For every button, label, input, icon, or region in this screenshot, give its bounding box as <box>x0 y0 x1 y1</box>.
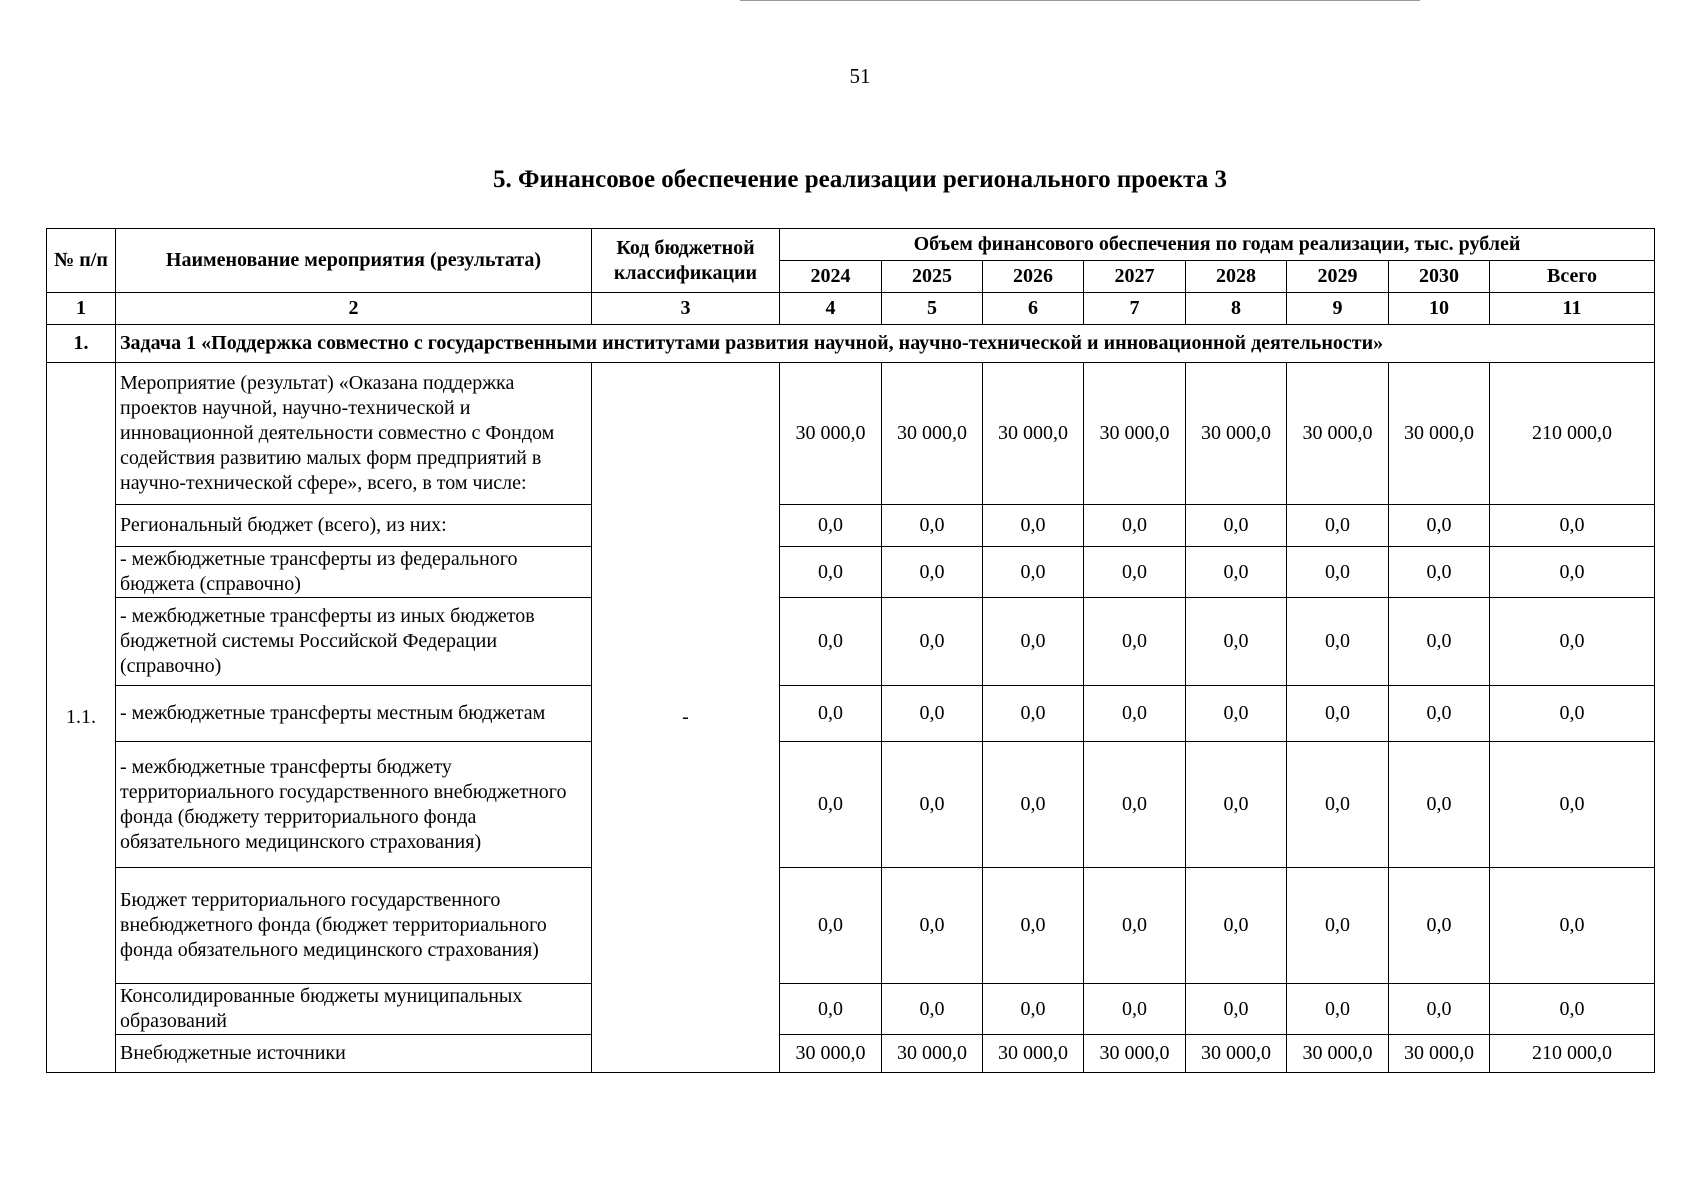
year-value: 0,0 <box>983 984 1084 1035</box>
total-value: 0,0 <box>1490 868 1655 984</box>
year-value: 0,0 <box>1186 984 1287 1035</box>
document-title: 5. Финансовое обеспечение реализации регионального проекта 3 <box>492 166 1228 193</box>
table-row <box>47 547 1655 598</box>
year-value: 0,0 <box>780 686 882 742</box>
year-value: 0,0 <box>1084 868 1186 984</box>
total-value: 0,0 <box>1490 598 1655 686</box>
year-value: 0,0 <box>882 547 983 598</box>
year-value: 0,0 <box>1389 984 1490 1035</box>
row-name: Бюджет территориального государственного внебюджетного фонда (бюджет территориального фонда обязательного медицинского страхования) <box>116 868 592 984</box>
year-value: 0,0 <box>983 686 1084 742</box>
total-value: 210 000,0 <box>1490 1035 1655 1073</box>
total-value: 0,0 <box>1490 547 1655 598</box>
column-index: 1 <box>47 293 116 325</box>
year-value: 0,0 <box>983 547 1084 598</box>
column-index: 4 <box>780 293 882 325</box>
year-value: 30 000,0 <box>1389 363 1490 505</box>
header-year: 2025 <box>882 261 983 293</box>
year-value: 0,0 <box>882 598 983 686</box>
header-no: № п/п <box>47 229 116 293</box>
table-row <box>47 742 1655 868</box>
table-row <box>47 1035 1655 1073</box>
total-value: 0,0 <box>1490 984 1655 1035</box>
header-year: 2027 <box>1084 261 1186 293</box>
column-index: 10 <box>1389 293 1490 325</box>
year-value: 0,0 <box>1389 547 1490 598</box>
row-name: Консолидированные бюджеты муниципальных образований <box>116 984 592 1035</box>
row-name: Региональный бюджет (всего), из них: <box>116 505 592 547</box>
column-index: 6 <box>983 293 1084 325</box>
table-row <box>47 598 1655 686</box>
table-row <box>47 363 1655 505</box>
budget-code: - <box>592 363 780 1073</box>
column-index: 7 <box>1084 293 1186 325</box>
year-value: 0,0 <box>1186 547 1287 598</box>
header-year: 2028 <box>1186 261 1287 293</box>
header-year: 2026 <box>983 261 1084 293</box>
task-number: 1. <box>47 325 116 363</box>
column-index: 2 <box>116 293 592 325</box>
table-row <box>47 868 1655 984</box>
year-value: 30 000,0 <box>882 363 983 505</box>
financing-table <box>46 228 1655 1073</box>
year-value: 0,0 <box>1389 598 1490 686</box>
year-value: 0,0 <box>1084 505 1186 547</box>
year-value: 0,0 <box>1389 868 1490 984</box>
year-value: 30 000,0 <box>780 363 882 505</box>
year-value: 0,0 <box>780 598 882 686</box>
year-value: 0,0 <box>1084 598 1186 686</box>
year-value: 30 000,0 <box>983 1035 1084 1073</box>
year-value: 30 000,0 <box>1186 363 1287 505</box>
year-value: 30 000,0 <box>1287 1035 1389 1073</box>
year-value: 30 000,0 <box>983 363 1084 505</box>
year-value: 0,0 <box>1287 742 1389 868</box>
column-index: 9 <box>1287 293 1389 325</box>
header-year: Всего <box>1490 261 1655 293</box>
column-index: 11 <box>1490 293 1655 325</box>
year-value: 0,0 <box>1389 742 1490 868</box>
table-row <box>47 505 1655 547</box>
year-value: 0,0 <box>1186 742 1287 868</box>
scan-edge-line <box>740 0 1420 1</box>
year-value: 0,0 <box>1287 868 1389 984</box>
header-year: 2029 <box>1287 261 1389 293</box>
year-value: 0,0 <box>1287 505 1389 547</box>
year-value: 0,0 <box>1287 598 1389 686</box>
activity-number: 1.1. <box>47 363 116 1073</box>
year-value: 0,0 <box>1186 505 1287 547</box>
total-value: 0,0 <box>1490 686 1655 742</box>
year-value: 0,0 <box>1186 868 1287 984</box>
header-year: 2030 <box>1389 261 1490 293</box>
header-kbk: Код бюджетной классификации <box>592 229 780 293</box>
year-value: 0,0 <box>1287 686 1389 742</box>
year-value: 0,0 <box>780 984 882 1035</box>
header-volume: Объем финансового обеспечения по годам реализации, тыс. рублей <box>780 229 1655 261</box>
year-value: 0,0 <box>1084 686 1186 742</box>
year-value: 0,0 <box>780 868 882 984</box>
year-value: 0,0 <box>983 742 1084 868</box>
table-row <box>47 686 1655 742</box>
row-name: - межбюджетные трансферты бюджету территориального государственного внебюджетного фонда (бюджету территориального фонда обязательного медицинского страхования) <box>116 742 592 868</box>
year-value: 30 000,0 <box>1186 1035 1287 1073</box>
year-value: 30 000,0 <box>1287 363 1389 505</box>
row-name: - межбюджетные трансферты местным бюджетам <box>116 686 592 742</box>
year-value: 0,0 <box>1287 547 1389 598</box>
column-index: 3 <box>592 293 780 325</box>
year-value: 30 000,0 <box>1084 363 1186 505</box>
year-value: 0,0 <box>882 686 983 742</box>
total-value: 210 000,0 <box>1490 363 1655 505</box>
year-value: 0,0 <box>983 505 1084 547</box>
year-value: 0,0 <box>1186 598 1287 686</box>
year-value: 0,0 <box>1084 547 1186 598</box>
row-name: - межбюджетные трансферты из федерального бюджета (справочно) <box>116 547 592 598</box>
row-name: Мероприятие (результат) «Оказана поддержка проектов научной, научно-технической и инновационной деятельности совместно с Фондом содействия развитию малых форм предприятий в научно-технической сфере», всего, в том числе: <box>116 363 592 505</box>
year-value: 0,0 <box>780 742 882 868</box>
year-value: 0,0 <box>1389 505 1490 547</box>
total-value: 0,0 <box>1490 505 1655 547</box>
year-value: 0,0 <box>1084 984 1186 1035</box>
year-value: 0,0 <box>1287 984 1389 1035</box>
column-index: 8 <box>1186 293 1287 325</box>
task-title: Задача 1 «Поддержка совместно с государственными институтами развития научной, научно-технической и инновационной деятельности» <box>116 325 1655 363</box>
year-value: 0,0 <box>882 984 983 1035</box>
year-value: 0,0 <box>780 505 882 547</box>
year-value: 0,0 <box>882 868 983 984</box>
year-value: 0,0 <box>882 505 983 547</box>
year-value: 0,0 <box>983 868 1084 984</box>
total-value: 0,0 <box>1490 742 1655 868</box>
year-value: 30 000,0 <box>780 1035 882 1073</box>
year-value: 0,0 <box>1389 686 1490 742</box>
column-index: 5 <box>882 293 983 325</box>
year-value: 0,0 <box>780 547 882 598</box>
year-value: 0,0 <box>882 742 983 868</box>
year-value: 0,0 <box>983 598 1084 686</box>
year-value: 30 000,0 <box>882 1035 983 1073</box>
year-value: 30 000,0 <box>1084 1035 1186 1073</box>
row-name: - межбюджетные трансферты из иных бюджетов бюджетной системы Российской Федерации (справочно) <box>116 598 592 686</box>
header-year: 2024 <box>780 261 882 293</box>
year-value: 0,0 <box>1084 742 1186 868</box>
row-name: Внебюджетные источники <box>116 1035 592 1073</box>
page-number: 51 <box>849 64 871 88</box>
year-value: 30 000,0 <box>1389 1035 1490 1073</box>
header-name: Наименование мероприятия (результата) <box>116 229 592 293</box>
table-row <box>47 984 1655 1035</box>
year-value: 0,0 <box>1186 686 1287 742</box>
